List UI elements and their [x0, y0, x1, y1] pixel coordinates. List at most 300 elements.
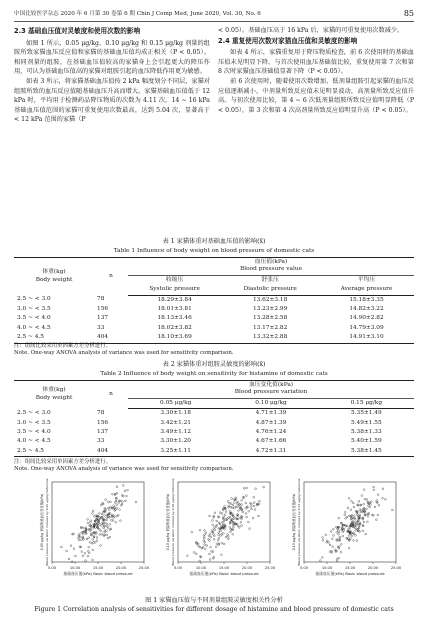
- table1-body: [14, 295, 414, 343]
- scatter-point: [335, 550, 337, 552]
- figure1-caption-en: Figure 1 Correlation analysis of sensitivities for different dosage of histamine and blood pressure of domestic cats: [34, 606, 394, 613]
- scatter-point: [204, 544, 206, 546]
- scatter-point: [75, 555, 77, 557]
- scatter-point: [73, 548, 75, 550]
- x-tick-label: 5.00: [299, 566, 309, 570]
- x-axis-label: 基础血压值(kPa) Basic blood pressure: [63, 571, 133, 576]
- scatter-point: [234, 507, 236, 509]
- scatter-point: [362, 530, 364, 532]
- scatter-point: [340, 522, 342, 524]
- scatter-point: [212, 551, 214, 553]
- scatter-point: [243, 487, 245, 489]
- scatter-point: [87, 522, 89, 524]
- scatter-point: [227, 500, 229, 502]
- scatter-point: [356, 540, 358, 542]
- scatter-point: [363, 489, 365, 491]
- scatter-point: [124, 490, 126, 492]
- x-tick-label: 10.00: [69, 566, 81, 570]
- scatter-point: [104, 515, 106, 517]
- scatter-point: [218, 532, 220, 534]
- scatter-point: [232, 533, 234, 535]
- scatter-point: [365, 533, 367, 535]
- scatter-point: [211, 531, 213, 533]
- y-axis-label-en: Blood pressure variation induced by 0.05 μg/kg histamine: [45, 478, 49, 566]
- scatter-point: [348, 547, 350, 549]
- scatter-point: [96, 540, 98, 542]
- running-header: [14, 6, 414, 22]
- scatter-point: [223, 520, 225, 522]
- scatter-point: [228, 502, 230, 504]
- scatter-point: [110, 501, 112, 503]
- scatter-point: [115, 500, 117, 502]
- scatter-point: [232, 507, 234, 509]
- scatter-point: [321, 557, 323, 559]
- scatter-point: [363, 521, 365, 523]
- scatter-point: [347, 507, 349, 509]
- scatter-point: [100, 530, 102, 532]
- scatter-panel-b: [156, 478, 276, 588]
- scatter-point: [331, 551, 333, 553]
- scatter-point: [367, 501, 369, 503]
- scatter-point: [351, 535, 353, 537]
- scatter-point: [198, 545, 200, 547]
- scatter-point: [251, 508, 253, 510]
- scatter-point: [250, 506, 252, 508]
- scatter-point: [319, 560, 321, 562]
- table-row: 4.0 ~ < 4.5 33 3.30±1.20 4.67±1.66 5.40±1.59: [17, 438, 382, 445]
- scatter-point: [220, 554, 222, 556]
- table-row: 3.5 ~ < 4.0 137 3.49±1.12 4.76±1.24 5.38±1.33: [17, 429, 382, 436]
- scatter-point: [116, 515, 118, 517]
- scatter-point: [338, 531, 340, 533]
- scatter-point: [218, 522, 220, 524]
- scatter-point: [221, 542, 223, 544]
- scatter-point: [254, 509, 256, 511]
- scatter-point: [355, 534, 357, 536]
- scatter-point: [195, 553, 197, 555]
- scatter-point: [107, 507, 109, 509]
- table1-header-bp: 血压值(kPa) Blood pressure value: [128, 258, 414, 276]
- scatter-point: [186, 555, 188, 557]
- table-row: 3.0 ~ < 3.5 156 3.42±1.21 4.87±1.39 5.49±1.55: [17, 419, 382, 426]
- scatter-point: [348, 498, 350, 500]
- scatter-point: [115, 521, 117, 523]
- scatter-point: [116, 504, 118, 506]
- scatter-point: [322, 539, 324, 541]
- scatter-point: [87, 555, 89, 557]
- plot-frame: [304, 482, 396, 562]
- scatter-point: [338, 546, 340, 548]
- scatter-point: [233, 502, 235, 504]
- x-tick-label: 25.00: [390, 566, 402, 570]
- scatter-point: [258, 500, 260, 502]
- scatter-point: [109, 524, 111, 526]
- scatter-point: [340, 551, 342, 553]
- scatter-point: [322, 537, 324, 539]
- right-column: [218, 26, 414, 115]
- scatter-point: [369, 506, 371, 508]
- scatter-point: [213, 515, 215, 517]
- scatter-point: [247, 521, 249, 523]
- scatter-point: [210, 546, 212, 548]
- scatter-point: [332, 546, 334, 548]
- table1-header-systolic-en: Systolic pressure: [128, 285, 221, 295]
- table2-caption-en: Table 2 Influence of body weight on sensitivity for histamine of domestic cats: [100, 370, 328, 377]
- scatter-point: [221, 513, 223, 515]
- x-tick-label: 15.00: [344, 566, 356, 570]
- scatter-point: [113, 505, 115, 507]
- figure1-caption-cn: 图 1 家猫血压值与不同剂量组胺灵敏度相关性分析: [145, 597, 283, 604]
- scatter-point: [199, 560, 201, 562]
- scatter-point: [230, 506, 232, 508]
- scatter-point: [241, 509, 243, 511]
- scatter-point: [210, 536, 212, 538]
- scatter-point: [70, 545, 72, 547]
- scatter-point: [371, 501, 373, 503]
- paragraph: 如表 3 所示，将家猫基础血压值按 2 kPa 幅度划分不同层，家猫对组胺所致的血压反应值随基础血压升高而增大。家猫基础血压值低于 12 kPa 时，平均用于检测药品降压物质的次数为 4.11 次。14 ~ 16 kPa 基础血压值范围的家猫可重复使用次数最高，达到 5.04 次，显著高于 < 12 kPa 范围的家猫（P: [14, 77, 210, 124]
- table2-header-dose-mid: 0.10 μg/kg: [223, 398, 318, 408]
- scatter-point: [214, 512, 216, 514]
- scatter-point: [122, 485, 124, 487]
- scatter-point: [84, 552, 86, 554]
- table1-header-average-en: Average pressure: [319, 285, 414, 295]
- y-axis-label-en: Blood pressure variation induced by 0.10 μg/kg histamine: [171, 478, 175, 566]
- scatter-point: [355, 529, 357, 531]
- scatter-point: [78, 539, 80, 541]
- scatter-point: [241, 525, 243, 527]
- scatter-point: [103, 527, 105, 529]
- paragraph: 如图 1 所示，0.05 μg/kg、0.10 μg/kg 和 0.15 μg/kg 剂量的组胺所致家猫血压反应值和家猫的基础血压值均成正相关（P < 0.05）。相同剂量的组胺，在基础血压值较高的家猫身上会引起更大的降压作用，可认为基础血压值高的家猫对组胺引起的血压降低作用更为敏感。: [14, 39, 210, 76]
- scatter-point: [193, 552, 195, 554]
- scatter-point: [217, 534, 219, 536]
- scatter-point: [233, 526, 235, 528]
- scatter-panel-a: [30, 478, 150, 588]
- scatter-point: [92, 549, 94, 551]
- scatter-point: [101, 513, 103, 515]
- scatter-point: [377, 514, 379, 516]
- scatter-point: [106, 534, 108, 536]
- scatter-point: [83, 527, 85, 529]
- scatter-point: [127, 489, 129, 491]
- scatter-point: [230, 531, 232, 533]
- scatter-point: [253, 496, 255, 498]
- scatter-point: [68, 558, 70, 560]
- scatter-point: [105, 499, 107, 501]
- scatter-point: [253, 505, 255, 507]
- scatter-point: [246, 516, 248, 518]
- scatter-point: [338, 517, 340, 519]
- scatter-point: [338, 548, 340, 550]
- scatter-point: [366, 499, 368, 501]
- scatter-point: [245, 513, 247, 515]
- scatter-point: [344, 511, 346, 513]
- scatter-point: [77, 537, 79, 539]
- x-tick-label: 20.00: [115, 566, 127, 570]
- scatter-point: [238, 526, 240, 528]
- scatter-point: [223, 518, 225, 520]
- scatter-point: [329, 544, 331, 546]
- table2-note: 注：组间比较采用单因素方差分析进行。 Note. One-way ANOVA analysis of variance was used for sensitivity comparison.: [14, 459, 234, 472]
- scatter-point: [213, 538, 215, 540]
- scatter-plot-c: [282, 478, 402, 588]
- scatter-point: [351, 500, 353, 502]
- scatter-point: [225, 511, 227, 513]
- scatter-point: [92, 513, 94, 515]
- table1-caption-cn: 表 1 家猫体重对基础血压值的影响(x̄): [162, 238, 266, 245]
- x-tick-label: 5.00: [47, 566, 57, 570]
- scatter-point: [357, 523, 359, 525]
- scatter-point: [340, 543, 342, 545]
- scatter-point: [60, 546, 62, 548]
- scatter-point: [366, 508, 368, 510]
- scatter-point: [225, 536, 227, 538]
- x-tick-label: 25.00: [264, 566, 276, 570]
- scatter-point: [336, 558, 338, 560]
- scatter-point: [228, 505, 230, 507]
- scatter-point: [246, 487, 248, 489]
- table2: [14, 380, 414, 457]
- scatter-point: [80, 539, 82, 541]
- table1-header-diastolic-en: Diastolic pressure: [221, 285, 319, 295]
- x-axis-label: 基础血压值(kPa) Basic blood pressure: [315, 571, 385, 576]
- x-tick-label: 10.00: [321, 566, 333, 570]
- scatter-point: [224, 528, 226, 530]
- scatter-point: [88, 537, 90, 539]
- scatter-point: [93, 515, 95, 517]
- journal-citation: 中国比较医学杂志 2020 年 6 月第 30 卷第 6 期 Chin J Comp Med, June 2020, Vol. 30, No. 6: [14, 11, 261, 17]
- scatter-point: [90, 520, 92, 522]
- x-tick-label: 15.00: [218, 566, 230, 570]
- table-row: 4.0 ~ < 4.5 33 18.02±3.82 13.17±2.82 14.79±3.09: [17, 324, 384, 331]
- scatter-point: [112, 493, 114, 495]
- table-row: 3.5 ~ < 4.0 137 18.13±3.46 13.28±2.58 14.90±2.82: [17, 315, 384, 322]
- y-axis-label: 0.10 μg/kg 剂量所致血压变化值(kPa): [166, 493, 170, 551]
- scatter-point: [223, 543, 225, 545]
- table1: [14, 257, 414, 344]
- scatter-point: [245, 502, 247, 504]
- scatter-point: [342, 535, 344, 537]
- left-column: [14, 26, 210, 125]
- table-row: 2.5 ~ 4.5 404 3.25±1.11 4.72±1.31 5.38±1.45: [14, 447, 414, 457]
- scatter-point: [216, 520, 218, 522]
- scatter-point: [348, 515, 350, 517]
- scatter-point: [107, 501, 109, 503]
- scatter-point: [233, 518, 235, 520]
- scatter-point: [90, 527, 92, 529]
- scatter-point: [213, 535, 215, 537]
- scatter-point: [224, 514, 226, 516]
- scatter-point: [218, 537, 220, 539]
- scatter-point: [217, 539, 219, 541]
- table-row: 2.5 ~ < 3.0 78 3.30±1.18 4.71±1.39 5.35±1.49: [17, 409, 382, 417]
- scatter-point: [205, 532, 207, 534]
- scatter-point: [333, 534, 335, 536]
- table1-caption-en: Table 1 Influence of body weight on blood pressure of domestic cats: [113, 247, 315, 254]
- scatter-point: [356, 514, 358, 516]
- scatter-point: [209, 515, 211, 517]
- scatter-point: [222, 532, 224, 534]
- x-tick-label: 25.00: [138, 566, 150, 570]
- scatter-point: [118, 502, 120, 504]
- scatter-point: [85, 560, 87, 562]
- figure1-caption: [14, 596, 414, 614]
- scatter-point: [231, 498, 233, 500]
- scatter-point: [135, 501, 137, 503]
- scatter-point: [263, 486, 265, 488]
- scatter-point: [91, 542, 93, 544]
- scatter-point: [358, 500, 360, 502]
- scatter-point: [376, 519, 378, 521]
- scatter-point: [339, 536, 341, 538]
- page-number: 85: [403, 9, 414, 18]
- scatter-point: [332, 528, 334, 530]
- scatter-point: [325, 534, 327, 536]
- scatter-point: [344, 514, 346, 516]
- scatter-point: [79, 536, 81, 538]
- scatter-panel-c: [282, 478, 402, 588]
- scatter-point: [350, 538, 352, 540]
- scatter-point: [252, 517, 254, 519]
- scatter-point: [119, 509, 121, 511]
- table2-caption-cn: 表 2 家猫体重对组胺灵敏度的影响(x̄): [162, 361, 266, 368]
- scatter-point: [249, 528, 251, 530]
- scatter-point: [248, 510, 250, 512]
- scatter-point: [355, 523, 357, 525]
- scatter-point: [85, 527, 87, 529]
- scatter-point: [346, 516, 348, 518]
- scatter-point: [203, 540, 205, 542]
- table1-note: 注：组间比较采用单因素方差分析进行。 Note. One-way ANOVA analysis of variance was used for sensitivity comparison.: [14, 343, 234, 356]
- scatter-point: [338, 533, 340, 535]
- scatter-point: [366, 521, 368, 523]
- scatter-point: [89, 541, 91, 543]
- scatter-point: [353, 540, 355, 542]
- scatter-point: [89, 522, 91, 524]
- table1-caption: [14, 238, 414, 255]
- scatter-point: [227, 536, 229, 538]
- scatter-point: [191, 531, 193, 533]
- scatter-point: [116, 492, 118, 494]
- scatter-point: [100, 504, 102, 506]
- scatter-point: [212, 520, 214, 522]
- scatter-point: [258, 503, 260, 505]
- scatter-point: [330, 530, 332, 532]
- scatter-point: [331, 538, 333, 540]
- scatter-point: [241, 499, 243, 501]
- scatter-point: [242, 511, 244, 513]
- scatter-point: [81, 526, 83, 528]
- scatter-plot-a: [30, 478, 150, 588]
- section-heading-2-3: 2.3 基础血压值对灵敏度和使用次数的影响: [14, 27, 141, 35]
- scatter-point: [72, 533, 74, 535]
- scatter-point: [212, 529, 214, 531]
- scatter-point: [350, 530, 352, 532]
- scatter-point: [106, 523, 108, 525]
- scatter-point: [232, 504, 234, 506]
- scatter-point: [227, 534, 229, 536]
- scatter-point: [240, 521, 242, 523]
- scatter-point: [199, 529, 201, 531]
- scatter-point: [363, 508, 365, 510]
- scatter-point: [214, 529, 216, 531]
- scatter-point: [227, 538, 229, 540]
- scatter-point: [107, 537, 109, 539]
- table1-header-average-cn: 平均压: [357, 276, 376, 283]
- table-row: 2.5 ~ 4.5 404 18.10±3.69 13.32±2.88 14.91±3.10: [14, 333, 414, 343]
- scatter-point: [96, 537, 98, 539]
- scatter-point: [328, 542, 330, 544]
- scatter-point: [374, 506, 376, 508]
- scatter-point: [215, 546, 217, 548]
- scatter-point: [213, 527, 215, 529]
- scatter-point: [382, 497, 384, 499]
- scatter-point: [92, 559, 94, 561]
- scatter-point: [66, 550, 68, 552]
- scatter-point: [109, 536, 111, 538]
- scatter-point: [253, 502, 255, 504]
- scatter-point: [110, 506, 112, 508]
- scatter-point: [258, 515, 260, 517]
- table2-caption: [14, 361, 414, 378]
- scatter-point: [391, 509, 393, 511]
- scatter-point: [87, 518, 89, 520]
- scatter-point: [348, 534, 350, 536]
- table1-header-n: n: [94, 258, 128, 296]
- scatter-point: [235, 497, 237, 499]
- table1-header-weight: 体重(kg) Body weight: [14, 258, 94, 296]
- table2-header-weight: 体重(kg) Body weight: [14, 381, 94, 409]
- scatter-point: [229, 527, 231, 529]
- scatter-point: [98, 513, 100, 515]
- scatter-point: [384, 498, 386, 500]
- scatter-point: [242, 497, 244, 499]
- scatter-point: [245, 495, 247, 497]
- scatter-point: [106, 517, 108, 519]
- section-heading-2-4: 2.4 重复使用次数对家猫血压值和灵敏度的影响: [218, 36, 358, 45]
- scatter-point: [86, 538, 88, 540]
- scatter-point: [209, 553, 211, 555]
- scatter-point: [81, 551, 83, 553]
- scatter-point: [209, 559, 211, 561]
- scatter-point: [238, 510, 240, 512]
- y-axis-label: 0.15 μg/kg 剂量所致血压变化值(kPa): [292, 493, 296, 551]
- scatter-point: [378, 504, 380, 506]
- table1-header-diastolic-cn: 舒张压: [261, 276, 279, 283]
- scatter-point: [98, 528, 100, 530]
- x-tick-label: 20.00: [241, 566, 253, 570]
- x-axis-label: 基础血压值(kPa) Basic blood pressure: [189, 571, 259, 576]
- scatter-point: [107, 527, 109, 529]
- scatter-point: [250, 503, 252, 505]
- scatter-point: [364, 498, 366, 500]
- scatter-point: [212, 524, 214, 526]
- scatter-point: [354, 527, 356, 529]
- table1-header-systolic-cn: 收缩压: [165, 276, 184, 283]
- paragraph: 如表 4 所示，家猫重复用于降压物质检查，前 6 次使用时的基础血压值未见明显下降。与首次使用血压基础值比较，重复使用第 7 次和第 8 次时家猫血压基础值显著下降（P < 0.05）。: [218, 49, 414, 76]
- scatter-point: [73, 533, 75, 535]
- scatter-point: [377, 494, 379, 496]
- scatter-point: [336, 532, 338, 534]
- x-tick-label: 5.00: [173, 566, 183, 570]
- scatter-point: [348, 528, 350, 530]
- scatter-point: [353, 506, 355, 508]
- table-row: 3.0 ~ < 3.5 156 18.01±3.81 13.23±2.99 14.82±3.22: [17, 306, 384, 313]
- scatter-point: [82, 533, 84, 535]
- scatter-point: [88, 546, 90, 548]
- y-axis-label: 0.05 μg/kg 剂量所致血压变化值(kPa): [40, 493, 44, 551]
- scatter-point: [369, 503, 371, 505]
- scatter-point: [220, 530, 222, 532]
